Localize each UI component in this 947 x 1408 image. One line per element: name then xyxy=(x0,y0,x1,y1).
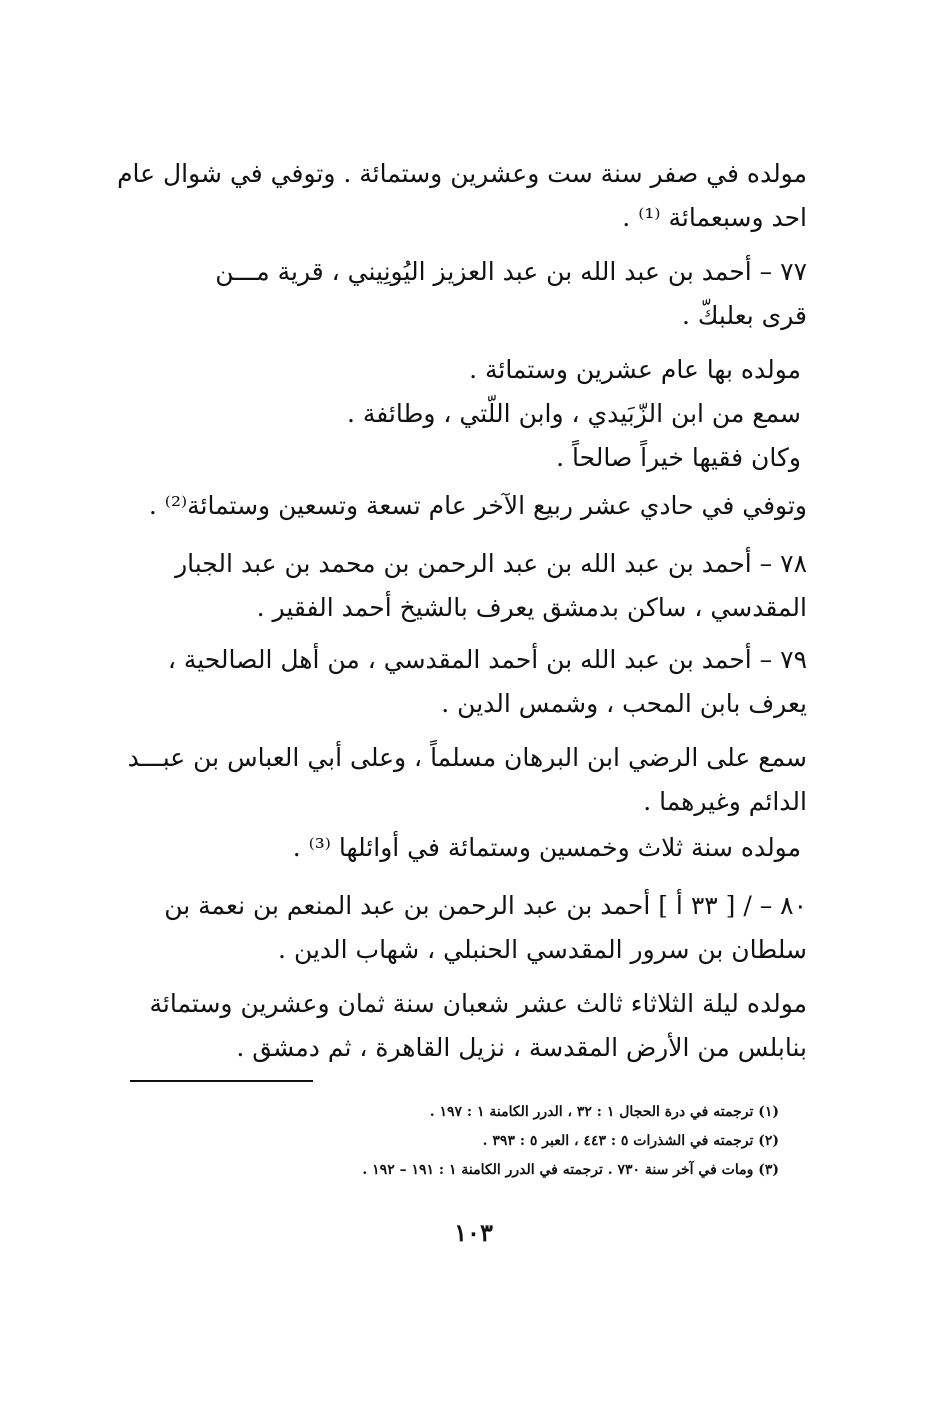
text-line: سمع من ابن الزّبَيدي ، وابن اللّتي ، وطائفة . xyxy=(346,399,801,428)
footnote-3: (٣) ومات في آخر سنة ٧٣٠ . ترجمته في الدرر الكامنة ١ : ١٩١ – ١٩٢ . xyxy=(362,1162,779,1178)
footnote-2: (٢) ترجمته في الشذرات ٥ : ٤٤٣ ، العبر ٥ : ٣٩٣ . xyxy=(482,1133,779,1149)
entry-heading-line: ٧٧ – أحمد بن عبد الله بن عبد العزيز اليُونِيني ، قرية مـــن xyxy=(215,257,807,286)
entry-77 xyxy=(157,250,807,338)
text-line: مولده بها عام عشرين وستمائة . xyxy=(469,355,801,384)
text-line: مولده سنة ثلاث وخمسين وستمائة في أوائلها ⁽³⁾ . xyxy=(292,833,801,862)
text-line: سلطان بن سرور المقدسي الحنبلي ، شهاب الدين . xyxy=(278,935,807,964)
entry-80 xyxy=(157,884,807,972)
text-line: مولده ليلة الثلاثاء ثالث عشر شعبان سنة ثمان وعشرين وستمائة xyxy=(149,989,807,1018)
text-line: الدائم وغيرهما . xyxy=(643,787,807,816)
text-line: وكان فقيها خيراً صالحاً . xyxy=(556,443,801,472)
entry-heading-line: ٧٩ – أحمد بن عبد الله بن أحمد المقدسي ، من أهل الصالحية ، xyxy=(167,645,807,674)
text-line: وتوفي في حادي عشر ربيع الآخر عام تسعة وتسعين وستمائة⁽²⁾ . xyxy=(148,491,807,520)
entry-heading-line: ٧٨ – أحمد بن عبد الله بن عبد الرحمن بن محمد بن عبد الجبار xyxy=(175,549,807,578)
footnote-1: (١) ترجمته في درة الحجال ١ : ٣٢ ، الدرر الكامنة ١ : ١٩٧ . xyxy=(429,1104,779,1120)
text-line: المقدسي ، ساكن بدمشق يعرف بالشيخ أحمد الفقير . xyxy=(256,593,807,622)
text-line: يعرف بابن المحب ، وشمس الدين . xyxy=(441,689,807,718)
entry-79 xyxy=(157,638,807,726)
paragraph-entry-79-birth xyxy=(151,826,807,870)
entry-78 xyxy=(157,542,807,630)
text-line: سمع على الرضي ابن البرهان مسلماً ، وعلى أبي العباس بن عبـــد xyxy=(127,743,807,772)
entry-heading-line: ٨٠ – / [ ٣٣ أ ] أحمد بن عبد الرحمن بن عبد المنعم بن نعمة بن xyxy=(164,891,807,920)
paragraph-entry-80-birth xyxy=(149,982,807,1070)
paragraph-entry-77-death xyxy=(148,484,807,528)
paragraph-entry-77-details xyxy=(151,348,807,480)
text-line: بنابلس من الأرض المقدسة ، نزيل القاهرة ، ثم دمشق . xyxy=(236,1033,807,1062)
paragraph-entry-79-sama xyxy=(127,736,807,824)
text-line: احد وسبعمائة ⁽¹⁾ . xyxy=(622,203,807,232)
footnote-separator xyxy=(130,1080,313,1082)
text-line: قرى بعلبكّ . xyxy=(681,301,807,330)
text-line: مولده في صفر سنة ست وعشرين وستمائة . وتوفي في شوال عام xyxy=(117,159,807,188)
page-number: ١٠٣ xyxy=(454,1218,493,1247)
paragraph-birth-death xyxy=(117,152,807,240)
